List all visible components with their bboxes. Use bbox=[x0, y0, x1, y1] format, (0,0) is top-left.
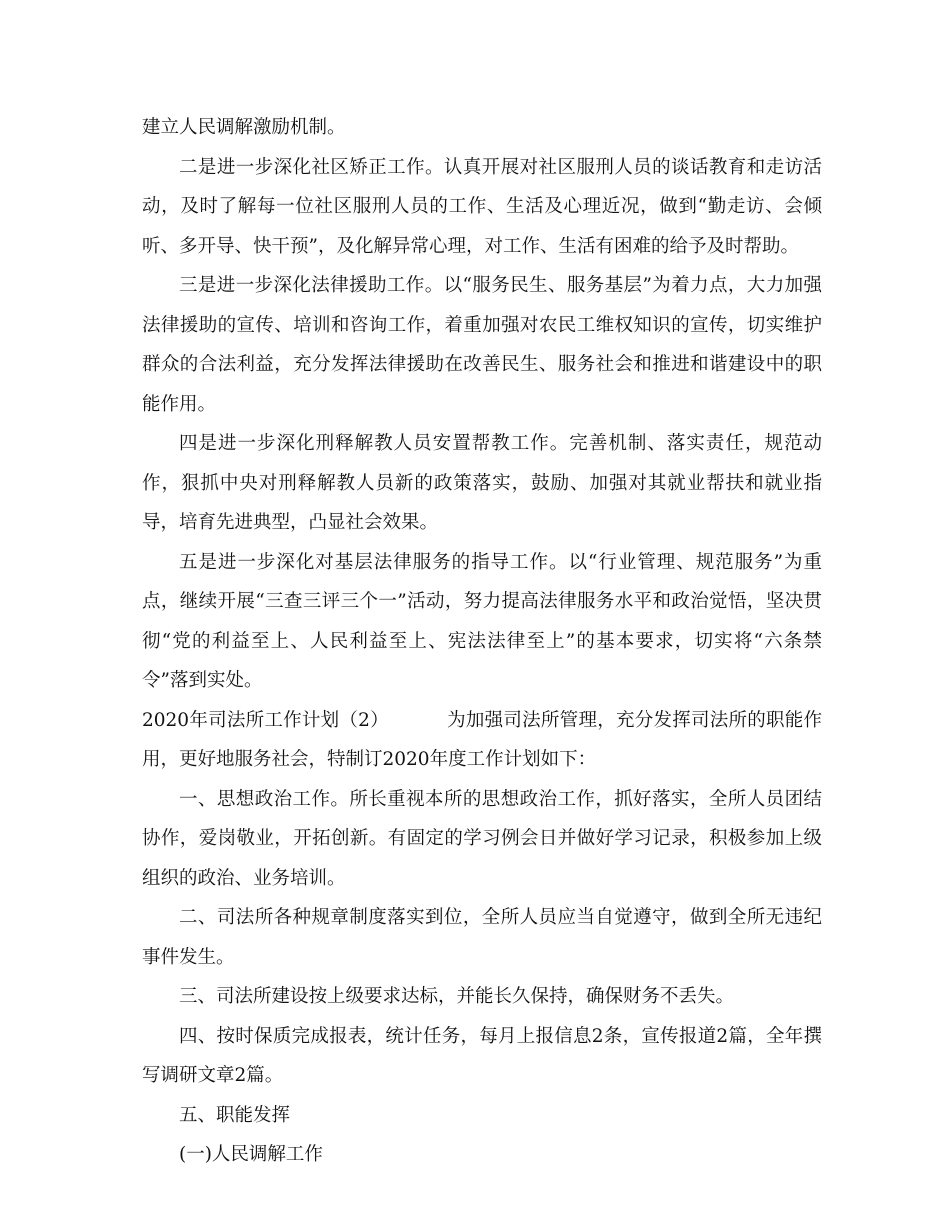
paragraph-grassroots-legal-service: 五是进一步深化对基层法律服务的指导工作。以“行业管理、规范服务”为重点，继续开展“三查三评三个一”活动，努力提高法律服务水平和政治觉悟，坚决贯彻“党的利益至上、人民利益至上、宪法法律至上”的基本要求，切实将“六条禁令”落到实处。 bbox=[142, 551, 822, 691]
heading-people-mediation: (一)人民调解工作 bbox=[179, 1144, 323, 1165]
plan-title: 2020年司法所工作计划（2） bbox=[142, 709, 389, 731]
paragraph-legal-aid: 三是进一步深化法律援助工作。以“服务民生、服务基层”为着力点，大力加强法律援助的宣传、培训和咨询工作，着重加强对农民工维权知识的宣传，切实维护群众的合法利益，充分发挥法律援助在改善民生、服务社会和推进和谐建设中的职能作用。 bbox=[142, 275, 822, 415]
paragraph-community-correction: 二是进一步深化社区矫正工作。认真开展对社区服刑人员的谈话教育和走访活动，及时了解每一位社区服刑人员的工作、生活及心理近况，做到“勤走访、会倾听、多开导、快干预”，及化解异常心理，对工作、生活有困难的给予及时帮助。 bbox=[142, 156, 822, 257]
document-page bbox=[142, 108, 822, 1175]
paragraph-mediation-incentive: 建立人民调解激励机制。 bbox=[142, 117, 346, 138]
heading-function: 五、职能发挥 bbox=[179, 1104, 291, 1126]
paragraph-resettlement: 四是进一步深化刑释解教人员安置帮教工作。完善机制、落实责任，规范动作，狠抓中央对刑释解教人员新的政策落实，鼓励、加强对其就业帮扶和就业指导，培育先进典型，凸显社会效果。 bbox=[142, 433, 822, 533]
plan-intro-text: 为加强司法所管理，充分发挥司法所的职能作用，更好地服务社会，特制订2020年度工作计划如下： bbox=[142, 709, 822, 770]
paragraph-construction: 三、司法所建设按上级要求达标，并能长久保持，确保财务不丢失。 bbox=[179, 986, 735, 1007]
paragraph-rules-system: 二、司法所各种规章制度落实到位，全所人员应当自觉遵守，做到全所无违纪事件发生。 bbox=[142, 907, 822, 968]
paragraph-political-work: 一、思想政治工作。所长重视本所的思想政治工作，抓好落实，全所人员团结协作，爱岗敬业，开拓创新。有固定的学习例会日并做好学习记录，积极参加上级组织的政治、业务培训。 bbox=[142, 788, 822, 889]
paragraph-reports: 四、按时保质完成报表，统计任务，每月上报信息2条，宣传报道2篇，全年撰写调研文章2篇。 bbox=[142, 1025, 822, 1086]
paragraph-plan-intro bbox=[142, 701, 822, 780]
